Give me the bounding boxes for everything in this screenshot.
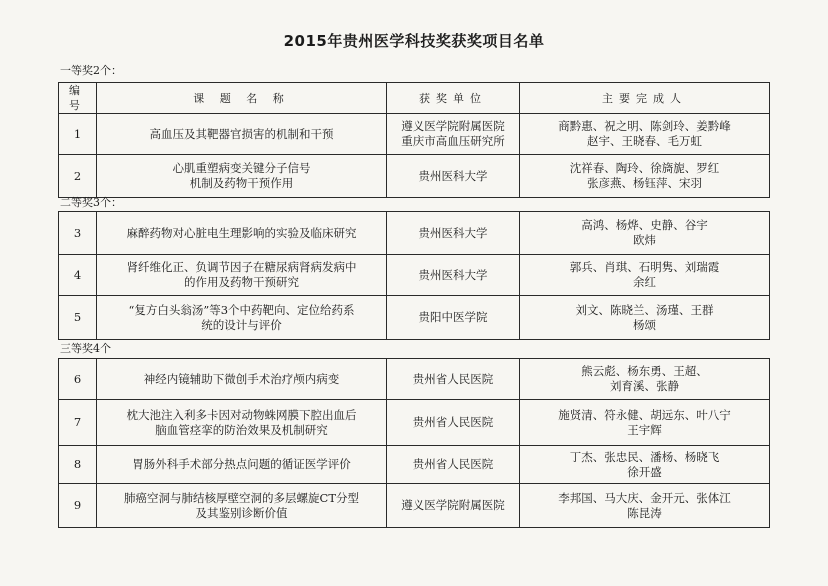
table-row: [59, 446, 770, 484]
table-row: [59, 212, 770, 255]
row-title: 枕大池注入利多卡因对动物蛛网膜下腔出血后 脑血管痉挛的防治效果及机制研究: [97, 400, 387, 446]
row-people: 刘文、陈晓兰、汤瑾、王群 杨颂: [520, 296, 770, 340]
row-people: 商黔惠、祝之明、陈剑玲、姜黔峰 赵宇、王晓春、毛万虹: [520, 114, 770, 155]
header-people: 主要完成人: [520, 83, 770, 114]
row-people: 沈祥春、陶玲、徐旖旎、罗红 张彦燕、杨钰萍、宋羽: [520, 155, 770, 198]
row-unit: 贵州省人民医院: [387, 359, 520, 400]
table-row: [59, 255, 770, 296]
row-num: 6: [59, 359, 97, 400]
section-label-first-prize: 一等奖2个：: [60, 64, 122, 77]
page-title: 2015年贵州医学科技奖获奖项目名单: [283, 32, 545, 50]
row-num: 3: [59, 212, 97, 255]
table-header-row: [59, 83, 770, 114]
row-people: 熊云彪、杨东勇、王超、 刘育溪、张静: [520, 359, 770, 400]
row-title: 神经内镜辅助下微创手术治疗颅内病变: [97, 359, 387, 400]
section-label-second-prize: 二等奖3个：: [60, 196, 122, 209]
row-title: 麻醉药物对心脏电生理影响的实验及临床研究: [97, 212, 387, 255]
row-unit: 遵义医学院附属医院: [387, 484, 520, 528]
row-title: 胃肠外科手术部分热点问题的循证医学评价: [97, 446, 387, 484]
row-num: 5: [59, 296, 97, 340]
row-unit: 贵州医科大学: [387, 255, 520, 296]
row-title: 高血压及其靶器官损害的机制和干预: [97, 114, 387, 155]
row-num: 4: [59, 255, 97, 296]
section-label-third-prize: 三等奖4个: [60, 342, 111, 355]
table-row: [59, 296, 770, 340]
header-num: 编号: [59, 83, 97, 114]
row-unit: 贵州省人民医院: [387, 446, 520, 484]
row-unit: 遵义医学院附属医院 重庆市高血压研究所: [387, 114, 520, 155]
row-title: 肾纤维化正、负调节因子在糖尿病肾病发病中 的作用及药物干预研究: [97, 255, 387, 296]
row-title: 心肌重塑病变关键分子信号 机制及药物干预作用: [97, 155, 387, 198]
table-row: [59, 400, 770, 446]
first-prize-table: [58, 82, 770, 198]
row-title: “复方白头翁汤”等3个中药靶向、定位给药系 统的设计与评价: [97, 296, 387, 340]
row-num: 2: [59, 155, 97, 198]
row-unit: 贵州省人民医院: [387, 400, 520, 446]
row-people: 施贤清、符永健、胡远东、叶八宁 王宇辉: [520, 400, 770, 446]
row-people: 郭兵、肖琪、石明隽、刘瑞霞 余红: [520, 255, 770, 296]
row-unit: 贵州医科大学: [387, 155, 520, 198]
row-num: 1: [59, 114, 97, 155]
table-row: [59, 484, 770, 528]
row-people: 李邦国、马大庆、金开元、张体江 陈昆涛: [520, 484, 770, 528]
table-row: [59, 155, 770, 198]
row-num: 8: [59, 446, 97, 484]
row-people: 丁杰、张忠民、潘杨、杨晓飞 徐开盛: [520, 446, 770, 484]
row-people: 高鸿、杨烨、史静、谷宇 欧炜: [520, 212, 770, 255]
header-title: 课 题 名 称: [97, 83, 387, 114]
row-num: 7: [59, 400, 97, 446]
row-unit: 贵阳中医学院: [387, 296, 520, 340]
header-unit: 获奖单位: [387, 83, 520, 114]
table-row: [59, 114, 770, 155]
table-row: [59, 359, 770, 400]
third-prize-table: [58, 358, 770, 528]
row-num: 9: [59, 484, 97, 528]
row-unit: 贵州医科大学: [387, 212, 520, 255]
row-title: 肺癌空洞与肺结核厚壁空洞的多层螺旋CT分型 及其鉴别诊断价值: [97, 484, 387, 528]
second-prize-table: [58, 211, 770, 340]
